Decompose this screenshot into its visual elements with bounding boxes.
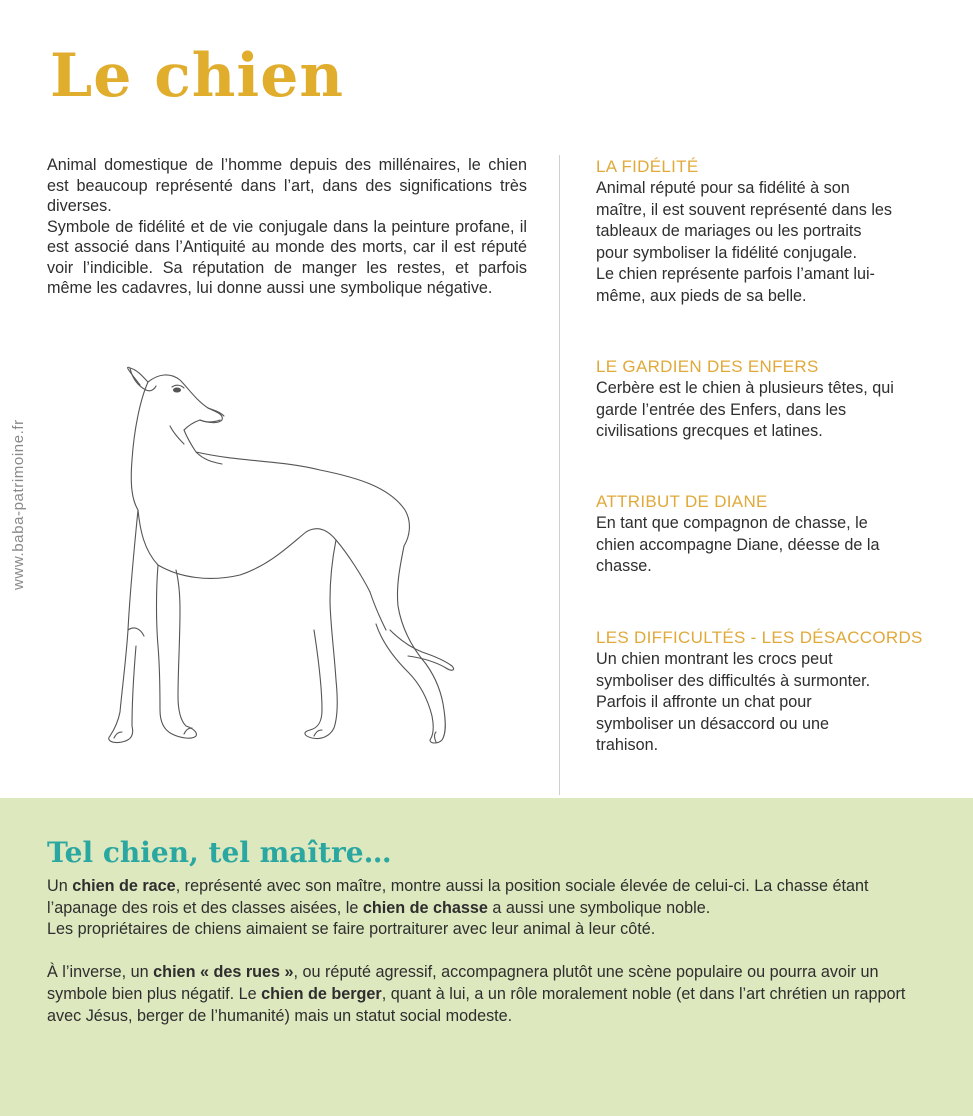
section-line: chien accompagne Diane, déesse de la — [596, 535, 880, 554]
section-line: même, aux pieds de sa belle. — [596, 286, 807, 305]
text-run: , ou réputé agressif, accompagnera plutôt une scène populaire ou pourra avoir un symbole bien plus négatif. Le — [47, 963, 879, 1003]
section-attribut-de-diane — [596, 491, 936, 578]
greyhound-illustration — [100, 360, 470, 760]
column-divider — [559, 155, 560, 795]
text-run: a aussi une symbolique noble. — [487, 898, 711, 917]
band-paragraph — [47, 962, 937, 1027]
section-body — [596, 378, 936, 443]
text-run: À l’inverse, un — [47, 963, 154, 982]
section-line: Le chien représente parfois l’amant lui- — [596, 265, 875, 283]
bold-term: chien de chasse — [362, 898, 488, 917]
section-line: chasse. — [596, 557, 652, 575]
text-run: , quant à lui, a un rôle moralement noble (et dans l’art chrétien un rapport avec Jésus, berger de l’humanité) mais un statut social modeste. — [47, 984, 906, 1025]
section-title: LES DIFFICULTÉS - LES DÉSACCORDS — [596, 628, 923, 647]
section-title: ATTRIBUT DE DIANE — [596, 492, 768, 511]
text-run: Un — [47, 877, 73, 895]
section-line: civilisations grecques et latines. — [596, 422, 823, 440]
section-difficultes — [596, 627, 936, 757]
intro-text — [47, 155, 527, 299]
section-body — [596, 178, 936, 307]
section-body — [596, 649, 936, 757]
section-line: maître, il est souvent représenté dans les — [596, 200, 893, 219]
section-line: symboliser des difficultés à surmonter. — [596, 671, 871, 690]
band-title: Tel chien, tel maître… — [47, 836, 392, 869]
section-body — [596, 513, 936, 578]
section-line: Parfois il affronte un chat pour — [596, 693, 812, 711]
section-line: trahison. — [596, 736, 659, 754]
section-fidelite — [596, 156, 936, 307]
bold-term: chien de berger — [261, 984, 382, 1003]
band-paragraph: Les propriétaires de chiens aimaient se faire portraiturer avec leur animal à leur côté. — [47, 920, 656, 939]
intro-paragraph: Animal domestique de l’homme depuis des millénaires, le chien est beaucoup représenté dans l’art, dans des significations très diverses. — [47, 156, 527, 215]
text-run: , représenté avec son maître, montre aussi la position sociale élevée de celui-ci. La chasse étant l’apanage des rois et des classes aisées, le — [47, 877, 869, 917]
section-line: En tant que compagnon de chasse, le — [596, 514, 868, 532]
band-paragraph — [47, 876, 937, 919]
section-title: LE GARDIEN DES ENFERS — [596, 357, 819, 376]
section-line: Cerbère est le chien à plusieurs têtes, qui — [596, 379, 894, 397]
section-line: Animal réputé pour sa fidélité à son — [596, 179, 850, 197]
band-text — [47, 876, 937, 1027]
intro-paragraph: Symbole de fidélité et de vie conjugale dans la peinture profane, il est associé dans l’Antiquité au monde des morts, car il est réputé voir l’indicible. Sa réputation de manger les restes, et parfois même les cadavres, lui donne aussi une symbolique négative. — [47, 217, 527, 297]
bold-term: chien de race — [72, 877, 176, 895]
section-line: garde l’entrée des Enfers, dans les — [596, 400, 847, 419]
section-gardien-des-enfers — [596, 356, 936, 443]
section-line: symboliser un désaccord ou une — [596, 714, 830, 733]
section-line: Un chien montrant les crocs peut — [596, 650, 833, 668]
section-title: LA FIDÉLITÉ — [596, 157, 699, 176]
section-line: tableaux de mariages ou les portraits — [596, 222, 862, 240]
site-credit: www.baba-patrimoine.fr — [10, 419, 27, 590]
page-title: Le chien — [50, 41, 344, 111]
bold-term: chien « des rues » — [153, 963, 294, 982]
section-line: pour symboliser la fidélité conjugale. — [596, 243, 857, 262]
